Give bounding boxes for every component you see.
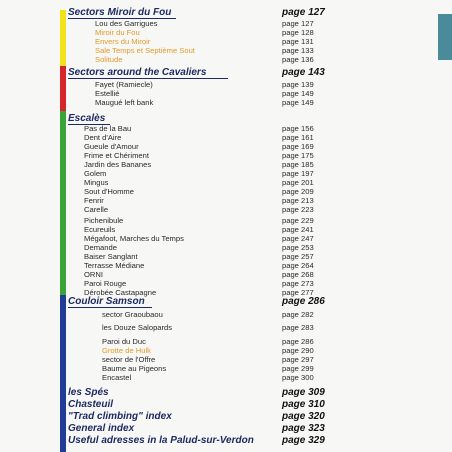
entry-page: page 175 — [282, 151, 314, 160]
entry-page: page 253 — [282, 243, 314, 252]
entry-name: Ecureuils — [84, 225, 116, 234]
entry — [0, 373, 452, 384]
heading-useful-adresses — [0, 435, 452, 446]
heading-page: page 286 — [282, 296, 325, 307]
entry-page: page 229 — [282, 216, 314, 225]
heading-couloir-samson — [0, 296, 452, 307]
entry-name: Paroi Rouge — [84, 279, 127, 288]
entry-name: Dent d'Aire — [84, 133, 122, 142]
heading-title: "Trad climbing" index — [68, 411, 172, 422]
heading-rule — [68, 78, 228, 79]
heading-page: page 127 — [282, 7, 325, 18]
entry-name: Paroi du Duc — [102, 337, 146, 346]
entry-name: Miroir du Fou — [95, 28, 140, 37]
heading-page: page 323 — [282, 423, 325, 434]
entry-name: Dérobée Castapagne — [84, 288, 157, 297]
entry-page: page 213 — [282, 196, 314, 205]
heading-les-spes — [0, 387, 452, 398]
entry-page: page 283 — [282, 323, 314, 332]
heading-title: Chasteuil — [68, 399, 114, 410]
entry-page: page 223 — [282, 205, 314, 214]
entry — [0, 323, 452, 334]
heading-title: Sectors around the Cavaliers — [68, 67, 207, 78]
entry-page: page 268 — [282, 270, 314, 279]
entry-page: page 197 — [282, 169, 314, 178]
entry-name: Estellié — [95, 89, 120, 98]
heading-title: Useful adresses in la Palud-sur-Verdon — [68, 435, 254, 446]
entry-page: page 128 — [282, 28, 314, 37]
heading-title: Sectors Miroir du Fou — [68, 7, 172, 18]
heading-escales — [0, 113, 452, 124]
entry-page: page 282 — [282, 310, 314, 319]
entry-page: page 300 — [282, 373, 314, 382]
entry-page: page 290 — [282, 346, 314, 355]
entry-name: sector de l'Offre — [102, 355, 156, 364]
entry-page: page 286 — [282, 337, 314, 346]
entry-name: Sout d'Homme — [84, 187, 134, 196]
entry-name: Mégafoot, Marches du Temps — [84, 234, 184, 243]
entry-page: page 169 — [282, 142, 314, 151]
entry-page: page 161 — [282, 133, 314, 142]
entry-name: Frime et Chériment — [84, 151, 149, 160]
entry-page: page 139 — [282, 80, 314, 89]
entry-page: page 277 — [282, 288, 314, 297]
entry-page: page 257 — [282, 252, 314, 261]
entry-page: page 131 — [282, 37, 314, 46]
entry-name: Fayet (Ramiecle) — [95, 80, 153, 89]
entry-name: Envers du Miroir — [95, 37, 151, 46]
heading-page: page 143 — [282, 67, 325, 78]
entry-name: Baiser Sanglant — [84, 252, 138, 261]
entry-page: page 297 — [282, 355, 314, 364]
entry-name: sector Graoubaou — [102, 310, 163, 319]
heading-title: Escalès — [68, 113, 106, 124]
entry-name: Maugué left bank — [95, 98, 154, 107]
heading-title: les Spés — [68, 387, 109, 398]
entry-page: page 209 — [282, 187, 314, 196]
entry-name: Fenrir — [84, 196, 104, 205]
entry — [0, 310, 452, 321]
entry-name: Gueule d'Amour — [84, 142, 139, 151]
entry-page: page 136 — [282, 55, 314, 64]
entry-page: page 185 — [282, 160, 314, 169]
heading-page: page 309 — [282, 387, 325, 398]
heading-general-index — [0, 423, 452, 434]
heading-page: page 329 — [282, 435, 325, 446]
entry-name: Pas de la Bau — [84, 124, 132, 133]
entry-page: page 299 — [282, 364, 314, 373]
entry-page: page 133 — [282, 46, 314, 55]
heading-title: Couloir Samson — [68, 296, 145, 307]
entry-page: page 247 — [282, 234, 314, 243]
entry-page: page 127 — [282, 19, 314, 28]
entry-name: Jardin des Bananes — [84, 160, 152, 169]
entry-name: Mingus — [84, 178, 109, 187]
heading-chasteuil — [0, 399, 452, 410]
entry — [0, 205, 452, 216]
entry-highlighted — [0, 55, 452, 66]
entry-page: page 241 — [282, 225, 314, 234]
entry-name: Sale Temps et Septième Sout — [95, 46, 195, 55]
heading-page: page 320 — [282, 411, 325, 422]
entry-name: Encastel — [102, 373, 132, 382]
entry-name: Golem — [84, 169, 107, 178]
entry-name: ORNI — [84, 270, 103, 279]
entry-page: page 264 — [282, 261, 314, 270]
heading-title: General index — [68, 423, 135, 434]
entry-name: Terrasse Médiane — [84, 261, 145, 270]
entry-name: Lou des Garrigues — [95, 19, 158, 28]
entry-name: les Douze Salopards — [102, 323, 173, 332]
entry-name: Solitude — [95, 55, 123, 64]
entry-page: page 273 — [282, 279, 314, 288]
heading-miroir-du-fou — [0, 7, 452, 18]
heading-rule — [68, 307, 152, 308]
entry-name: Carelle — [84, 205, 109, 214]
entry-name: Grotte de Hulk — [102, 346, 151, 355]
entry-name: Baume au Pigeons — [102, 364, 167, 373]
entry-page: page 149 — [282, 89, 314, 98]
entry-name: Demande — [84, 243, 117, 252]
entry — [0, 98, 452, 109]
heading-cavaliers — [0, 67, 452, 78]
heading-page: page 310 — [282, 399, 325, 410]
heading-trad-climbing-index — [0, 411, 452, 422]
entry-page: page 149 — [282, 98, 314, 107]
entry-name: Pichenibule — [84, 216, 124, 225]
entry-page: page 201 — [282, 178, 314, 187]
entry-page: page 156 — [282, 124, 314, 133]
